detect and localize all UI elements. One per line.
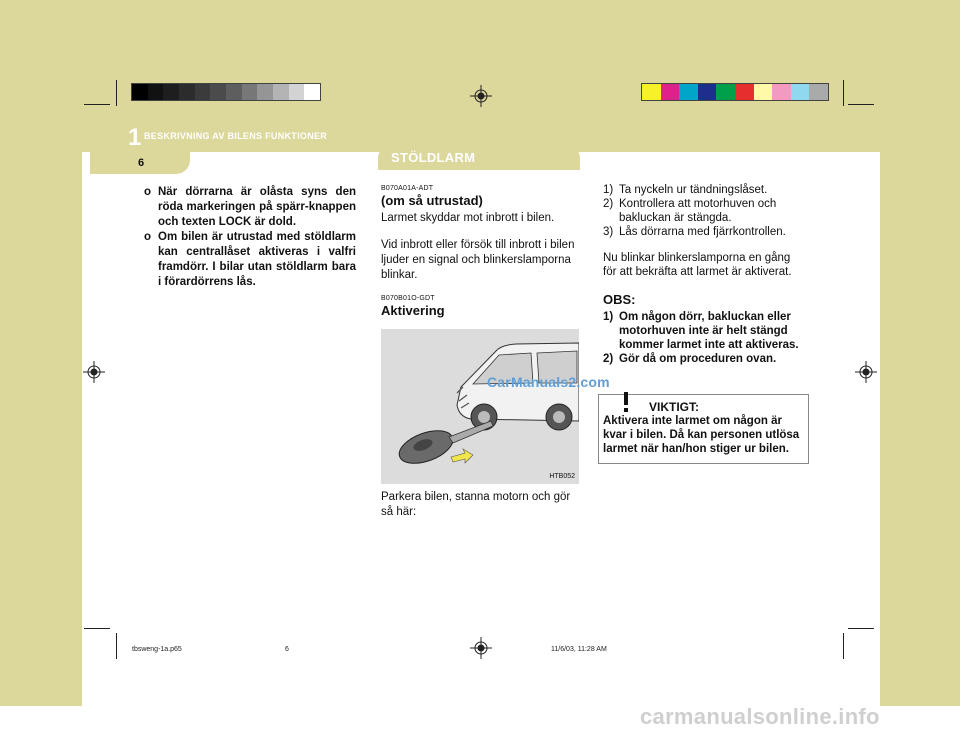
column-2: [381, 185, 579, 321]
obs-text: Om någon dörr, bakluckan eller motorhuven inte är helt stängd kommer larmet inte att aktiveras.: [619, 311, 799, 351]
obs-marker: 2): [603, 353, 614, 365]
color-swatch: [791, 84, 810, 100]
color-swatch: [679, 84, 698, 100]
step-text: Ta nyckeln ur tändningslåset.: [619, 184, 768, 196]
obs-heading: OBS:: [603, 292, 636, 307]
gray-swatch: [273, 84, 289, 100]
section-title: STÖLDLARM: [391, 150, 476, 165]
column-3: [603, 183, 803, 366]
step-marker: 1): [603, 184, 614, 196]
car-and-key-drawing: [381, 329, 579, 484]
subheading: (om så utrustad): [381, 193, 483, 208]
list-item: [603, 310, 803, 352]
color-swatch: [772, 84, 791, 100]
step-text: Kontrollera att motorhuven och bakluckan är stängda.: [619, 198, 777, 224]
gray-swatch: [148, 84, 164, 100]
footer-timestamp: 11/6/03, 11:28 AM: [551, 646, 607, 653]
step-text: Lås dörrarna med fjärrkontrollen.: [619, 226, 786, 238]
gray-swatch: [195, 84, 211, 100]
step-marker: 2): [603, 198, 614, 210]
gray-swatch: [304, 84, 320, 100]
color-swatch: [754, 84, 773, 100]
section-code: B070B01O-GDT: [381, 295, 435, 302]
color-swatch: [735, 84, 754, 100]
registration-mark-icon: [855, 361, 877, 383]
gray-swatch: [163, 84, 179, 100]
grayscale-bar: [131, 83, 321, 101]
bullet-marker: o: [144, 231, 152, 243]
list-item: [144, 185, 356, 230]
column-1: [144, 185, 356, 290]
obs-marker: 1): [603, 311, 614, 323]
list-item: [603, 352, 803, 366]
obs-list: [603, 310, 803, 366]
color-calibration-bar: [641, 83, 829, 101]
gray-swatch: [257, 84, 273, 100]
page-number: 6: [138, 157, 145, 169]
warning-text: Aktivera inte larmet om någon är kvar i bilen. Då kan personen utlösa larmet när han/hon stiger ur bilen.: [603, 415, 800, 455]
paragraph: Vid inbrott eller försök till inbrott i bilen ljuder en signal och blinkerslamporna blinkar.: [381, 239, 575, 281]
chapter-number: 1: [128, 124, 142, 151]
registration-mark-icon: [470, 637, 492, 659]
color-swatch: [809, 84, 828, 100]
section-code: B070A01A-ADT: [381, 185, 434, 192]
car-key-illustration: [381, 329, 579, 484]
gray-swatch: [242, 84, 258, 100]
warning-icon: [615, 391, 637, 413]
bullet-marker: o: [144, 186, 152, 198]
bullet-text: Om bilen är utrustad med stöldlarm kan centrallåset aktiveras i valfri framdörr. I bilar utan stöldlarm bara i förardörrens lås.: [158, 231, 356, 288]
gray-swatch: [132, 84, 148, 100]
paragraph: Parkera bilen, stanna motorn och gör så här:: [381, 491, 571, 518]
registration-mark-icon: [470, 85, 492, 107]
illustration-code: HTB052: [549, 473, 575, 480]
color-swatch: [661, 84, 680, 100]
chapter-title: BESKRIVNING AV BILENS FUNKTIONER: [144, 131, 328, 141]
site-watermark: carmanualsonline.info: [640, 704, 880, 729]
list-item: [144, 230, 356, 290]
list-item: [603, 197, 803, 225]
footer-filename: tbsweng-1a.p65: [132, 646, 182, 653]
obs-text: Gör då om proceduren ovan.: [619, 353, 777, 365]
gray-swatch: [289, 84, 305, 100]
paragraph: Larmet skyddar mot inbrott i bilen.: [381, 212, 555, 224]
color-swatch: [716, 84, 735, 100]
warning-title: VIKTIGT:: [649, 400, 699, 414]
gray-swatch: [226, 84, 242, 100]
gray-swatch: [210, 84, 226, 100]
list-item: [603, 225, 803, 239]
paragraph: Nu blinkar blinkerslamporna en gång för att bekräfta att larmet är aktiverat.: [603, 252, 792, 278]
subheading: Aktivering: [381, 303, 445, 318]
color-swatch: [698, 84, 717, 100]
gray-swatch: [179, 84, 195, 100]
watermark-text: CarManuals2.com: [487, 374, 610, 390]
footer-page: 6: [285, 646, 289, 653]
color-swatch: [642, 84, 661, 100]
registration-mark-icon: [83, 361, 105, 383]
step-marker: 3): [603, 226, 614, 238]
bullet-text: När dörrarna är olåsta syns den röda markeringen på spärr-knappen och texten LOCK är dold.: [158, 186, 356, 228]
list-item: [603, 183, 803, 197]
warning-box: [598, 394, 809, 464]
